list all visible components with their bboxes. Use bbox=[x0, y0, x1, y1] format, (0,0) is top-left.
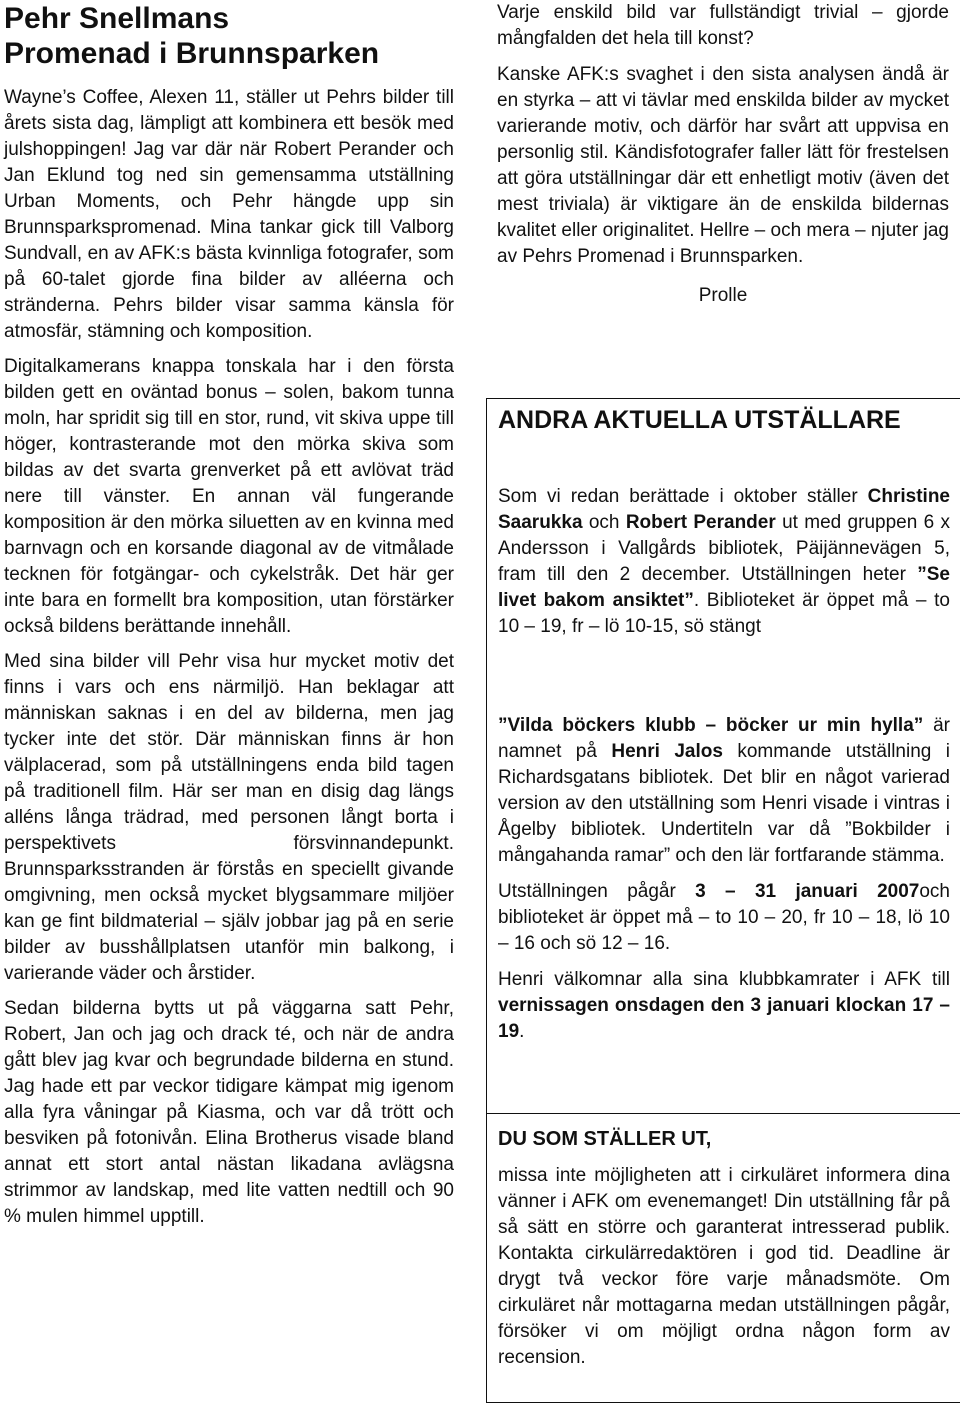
article-paragraph-6: Kanske AFK:s svaghet i den sista analysen ändå är en styrka – att vi tävlar med enskilda bilder av mycket varierande motiv, och därför har svårt att uppvisa en personlig stil. Kändisfotografer faller lätt för frestelsen att göra utställningar där ett enhetligt motiv (även det mest triviala) är viktigare än de enskilda bildernas kvalitet eller originalitet. Hellre – och mera – njuter jag av Pehrs Promenad i Brunnsparken. bbox=[497, 64, 949, 267]
exhibitor-notice-box bbox=[486, 1113, 960, 1403]
article-title bbox=[4, 1, 454, 71]
article-right-column bbox=[497, 0, 949, 309]
exhibitor-paragraph-1: Som vi redan berättade i oktober ställer Christine Saarukka och Robert Perander ut med gruppen 6 x Andersson i Vallgårds bibliotek, Päijännevägen 5, fram till den 2 december. Utställningen heter ”Se livet bakom ansiktet”. Biblioteket är öppet må – to 10 – 19, fr – lö 10-15, sö stängt bbox=[498, 486, 950, 637]
title-line-2: Promenad i Brunnsparken bbox=[4, 37, 380, 70]
exhibitor-notice-text: missa inte möjligheten att i cirkuläret informera dina vänner i AFK om evenemanget! Din utställning får på så sätt en större och garanterat intresserad publik. Kontakta cirkulärredaktören i god tid. Deadline är drygt två veckor före varje månadsmöte. Om cirkuläret når mottagarna medan utställningen pågår, försöker vi om möjligt ordna någon form av recension. bbox=[498, 1165, 950, 1368]
title-line-1: Pehr Snellmans bbox=[4, 2, 230, 35]
other-exhibitors-heading: ANDRA AKTUELLA UTSTÄLLARE bbox=[498, 406, 901, 434]
exhibition-title: ”Se livet bakom ansiktet” bbox=[498, 564, 950, 611]
exhibition-dates: 3 – 31 januari 2007 bbox=[695, 881, 920, 902]
exhibitor-name: Robert Perander bbox=[625, 512, 776, 533]
article-paragraph-3: Med sina bilder vill Pehr visa hur mycket motiv det finns i vars och ens närmiljö. Han beklagar att människan saknas i en del av bilderna, men jag tycker inte det stör. Där människan finns är hon välplacerad, som på utställningens enda bild tagen på traditionell film. Här ser man en disig dag längs alléns långa trädrad, med personen långt borta i perspektivets försvinnandepunkt. Brunnsparksstranden är förstås en speciellt givande omgivning, men också mycket blygsammare miljöer kan ge fint bildmaterial – själv jobbar jag på en serie bilder av busshållplatsen utanför min balkong, i varierande väder och årstider. bbox=[4, 651, 454, 984]
vernissage-date: vernissagen onsdagen den 3 januari klockan 17 – 19 bbox=[498, 995, 950, 1042]
exhibitor-paragraph-4: Henri välkomnar alla sina klubbkamrater i AFK till vernissagen onsdagen den 3 januari klockan 17 – 19. bbox=[498, 969, 950, 1042]
exhibitor-paragraph-2: ”Vilda böckers klubb – böcker ur min hylla” är namnet på Henri Jalos kommande utställning i Richardsgatans bibliotek. Det blir en något varierad version av den utställning som Henri visade i vintras i Ågelby bibliotek. Undertiteln var då ”Bokbilder i mångahanda ramar” och den lär fortfarande stämma. bbox=[498, 715, 950, 866]
exhibitor-name: Henri Jalos bbox=[611, 741, 723, 762]
article-paragraph-4: Sedan bilderna bytts ut på väggarna satt Pehr, Robert, Jan och jag och drack té, och när de andra gått blev jag kvar och begrundade bilderna en stund. Jag hade ett par veckor tidigare kämpat mig igenom alla fyra våningar på Kiasma, och var då trött och besviken på fotonivån. Elina Brotherus visade bland annat ett stort antal nästan likadana avlägsna strimmor av landskap, med lite vatten nedtill och 90 % mulen himmel upptill. bbox=[4, 998, 454, 1227]
article-paragraph-5: Varje enskild bild var fullständigt trivial – gjorde mångfalden det hela till konst? bbox=[497, 2, 949, 49]
exhibitor-notice-heading: DU SOM STÄLLER UT, bbox=[498, 1128, 712, 1150]
exhibition-title: ”Vilda böckers klubb – böcker ur min hylla” bbox=[498, 715, 924, 736]
article-paragraph-2: Digitalkamerans knappa tonskala har i den första bilden gett en oväntad bonus – solen, bakom tunna moln, har spridit sig till en stor, rund, vit skiva uppe till höger, kontrasterande mot den mörka skiva som bildas av det svarta grenverket på ett avlövat träd nere till vänster. En annan väl fungerande komposition är den mörka siluetten av en kvinna med barnvagn och en korsande diagonal av de vitmålade tecknen för fotgängar- och cykelstråk. Det här ger inte bara en formellt bra komposition, utan förstärker också bildens berättande innehåll. bbox=[4, 356, 454, 637]
article-paragraph-1: Wayne’s Coffee, Alexen 11, ställer ut Pehrs bilder till årets sista dag, lämpligt att kombinera ett besök med julshoppingen! Jag var där när Robert Perander och Jan Eklund tog ned sin gemensamma utställning Urban Moments, och Pehr hängde upp sin Brunnsparkspromenad. Mina tankar gick till Valborg Sundvall, en av AFK:s bästa kvinnliga fotografer, som på 60-talet gjorde fina bilder av alléerna och stränderna. Pehrs bilder visar samma känsla för atmosfär, stämning och komposition. bbox=[4, 87, 454, 342]
author-signature: Prolle bbox=[698, 285, 748, 306]
article-left-column bbox=[4, 0, 454, 1239]
exhibitor-name: Christine Saarukka bbox=[498, 486, 950, 533]
exhibitor-paragraph-3: Utställningen pågår 3 – 31 januari 2007och biblioteket är öppet må – to 10 – 20, fr 10 – 18, lö 10 – 16 och sö 12 – 16. bbox=[498, 881, 950, 954]
